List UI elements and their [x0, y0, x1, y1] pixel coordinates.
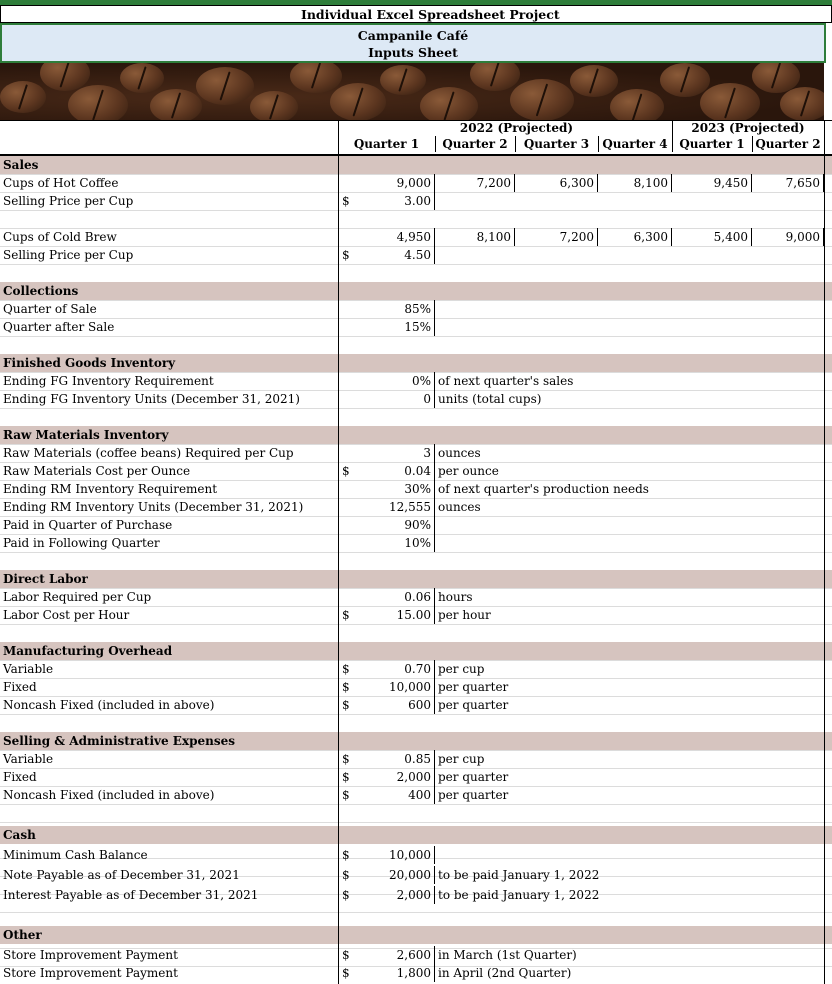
- coffee-beans-image: [0, 63, 824, 120]
- row-interest-payable[interactable]: Interest Payable as of December 31, 2021 $ 2,000 to be paid January 1, 2022: [3, 888, 600, 902]
- row-sga-noncash[interactable]: Noncash Fixed (included in above) $ 400 per quarter: [3, 788, 509, 802]
- gridline: [0, 408, 832, 409]
- row-quarter-of-sale[interactable]: Quarter of Sale 85%: [0, 300, 832, 318]
- gridline: [0, 912, 832, 913]
- row-moh-fixed[interactable]: Fixed $ 10,000 per quarter: [3, 680, 509, 694]
- row-moh-noncash[interactable]: Noncash Fixed (included in above) $ 600 per quarter: [3, 698, 509, 712]
- row-min-cash[interactable]: Minimum Cash Balance $ 10,000: [0, 846, 832, 864]
- row-labor-cost[interactable]: Labor Cost per Hour $ 15.00 per hour: [3, 608, 491, 622]
- col-q1-2023[interactable]: Quarter 1: [672, 136, 753, 152]
- row-cold-brew[interactable]: Cups of Cold Brew 4,950 8,100 7,200 6,300 5,400 9,000: [0, 228, 832, 246]
- title-banner[interactable]: [0, 23, 826, 63]
- company-name: Campanile Café: [357, 28, 469, 43]
- gridline: [0, 552, 832, 553]
- col-q1[interactable]: Quarter 1: [338, 136, 436, 152]
- col-q2[interactable]: Quarter 2: [435, 136, 516, 152]
- col-q2-2023[interactable]: Quarter 2: [755, 137, 821, 151]
- row-cold-price[interactable]: Selling Price per Cup $ 4.50: [0, 246, 832, 264]
- row-moh-variable[interactable]: Variable $ 0.70 per cup: [3, 662, 485, 676]
- row-note-payable[interactable]: Note Payable as of December 31, 2021 $ 20,000 to be paid January 1, 2022: [3, 868, 600, 882]
- col-q4[interactable]: Quarter 4: [598, 136, 673, 152]
- year-2022-header: 2022 (Projected): [459, 121, 574, 135]
- row-store-payment-2[interactable]: Store Improvement Payment $ 1,800 in April (2nd Quarter): [3, 966, 572, 980]
- title-cell[interactable]: [0, 5, 832, 23]
- year-2023-header: 2023 (Projected): [691, 121, 805, 135]
- gridline: [0, 804, 832, 805]
- row-hot-price[interactable]: Selling Price per Cup $ 3.00: [0, 192, 832, 210]
- row-store-payment-1[interactable]: Store Improvement Payment $ 2,600 in March (1st Quarter): [3, 948, 577, 962]
- section-other[interactable]: Other: [0, 926, 832, 944]
- section-direct-labor[interactable]: Direct Labor: [0, 570, 832, 588]
- row-rm-paid-next[interactable]: Paid in Following Quarter 10%: [0, 534, 832, 552]
- section-manufacturing-overhead[interactable]: Manufacturing Overhead: [0, 642, 832, 660]
- row-fg-requirement[interactable]: Ending FG Inventory Requirement 0% of next quarter's sales: [3, 374, 574, 388]
- section-sga[interactable]: Selling & Administrative Expenses: [0, 732, 832, 750]
- section-sales[interactable]: Sales: [0, 156, 832, 174]
- gridline: [0, 714, 832, 715]
- section-collections[interactable]: Collections: [0, 282, 832, 300]
- sheet-name: Inputs Sheet: [368, 45, 458, 60]
- right-border: [824, 120, 825, 984]
- row-rm-paid-quarter[interactable]: Paid in Quarter of Purchase 90%: [0, 516, 832, 534]
- row-sga-fixed[interactable]: Fixed $ 2,000 per quarter: [3, 770, 509, 784]
- gridline: [0, 822, 832, 823]
- row-quarter-after-sale[interactable]: Quarter after Sale 15%: [0, 318, 832, 336]
- row-fg-units[interactable]: Ending FG Inventory Units (December 31, 2021) 0 units (total cups): [3, 392, 542, 406]
- row-labor-required[interactable]: Labor Required per Cup 0.06 hours: [3, 590, 473, 604]
- row-rm-cost[interactable]: Raw Materials Cost per Ounce $ 0.04 per ounce: [3, 464, 499, 478]
- row-rm-end-requirement[interactable]: Ending RM Inventory Requirement 30% of next quarter's production needs: [3, 482, 649, 496]
- gridline: [0, 624, 832, 625]
- gridline: [0, 336, 832, 337]
- section-cash[interactable]: Cash: [0, 826, 832, 844]
- row-rm-units[interactable]: Ending RM Inventory Units (December 31, 2021) 12,555 ounces: [3, 500, 481, 514]
- gridline: [0, 210, 832, 211]
- row-rm-required[interactable]: Raw Materials (coffee beans) Required per Cup 3 ounces: [3, 446, 481, 460]
- project-title: Individual Excel Spreadsheet Project: [301, 7, 560, 22]
- row-sga-variable[interactable]: Variable $ 0.85 per cup: [3, 752, 485, 766]
- quarter-header: [0, 120, 832, 156]
- column-divider: [338, 156, 339, 984]
- section-fg-inventory[interactable]: Finished Goods Inventory: [0, 354, 832, 372]
- row-hot-coffee[interactable]: Cups of Hot Coffee 9,000 7,200 6,300 8,100 9,450 7,650: [0, 174, 832, 192]
- section-rm-inventory[interactable]: Raw Materials Inventory: [0, 426, 832, 444]
- gridline: [0, 264, 832, 265]
- col-q3[interactable]: Quarter 3: [515, 136, 599, 152]
